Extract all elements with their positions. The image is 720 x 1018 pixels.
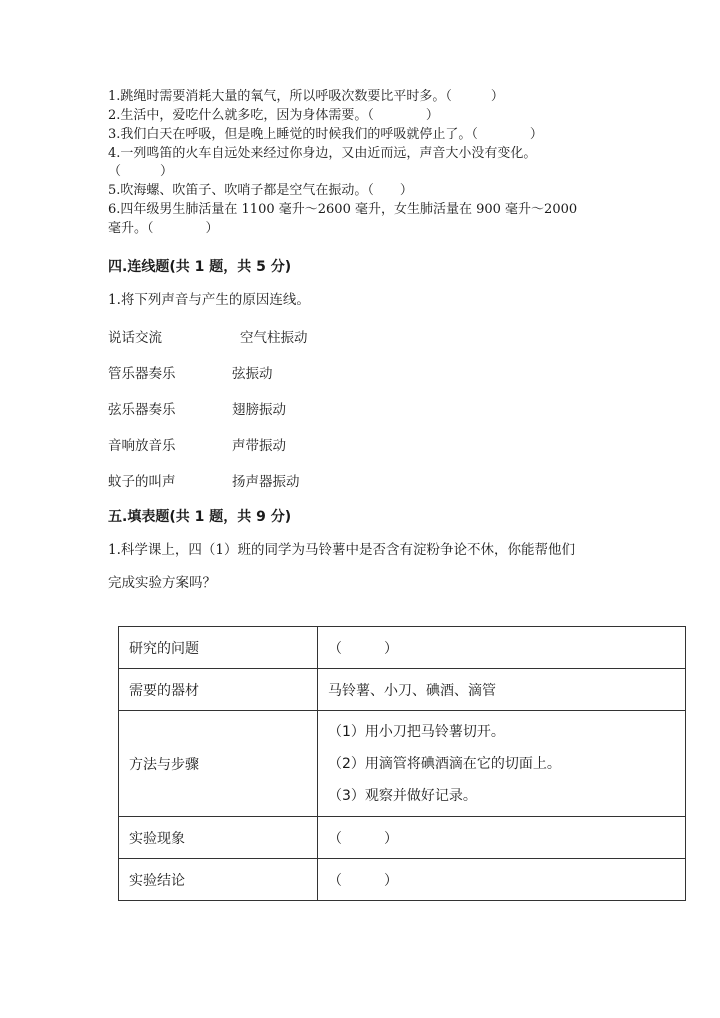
table-cell-blank[interactable]: （ ） [318,627,686,669]
match-right-item[interactable]: 翅膀振动 [232,402,286,418]
section-5-question-line2: 完成实验方案吗？ [108,575,216,591]
match-right-item[interactable]: 空气柱振动 [240,330,308,346]
tf-question-6-cont: 毫升。（ ） [108,221,219,236]
table-row [119,711,686,817]
section-5-question-line1: 1.科学课上，四（1）班的同学为马铃薯中是否含有淀粉争论不休，你能帮他们 [108,542,575,558]
match-left-item[interactable]: 说话交流 [108,330,162,346]
experiment-table [118,626,686,901]
tf-question-5: 5.吹海螺、吹笛子、吹哨子都是空气在振动。（ ） [108,183,413,198]
section-5-title: 五.填表题(共 1 题，共 9 分) [108,509,292,525]
match-left-item[interactable]: 音响放音乐 [108,438,176,454]
table-cell-label: 实验结论 [119,859,318,901]
step-item: （2）用滴管将碘酒滴在它的切面上。 [328,755,561,772]
match-right-item[interactable]: 声带振动 [232,438,286,454]
tf-question-4: 4.一列鸣笛的火车自远处来经过你身边，又由近而远，声音大小没有变化。 [108,146,537,161]
table-cell-label: 方法与步骤 [119,711,318,817]
table-cell-value: 马铃薯、小刀、碘酒、滴管 [318,669,686,711]
match-left-item[interactable]: 蚊子的叫声 [108,474,176,490]
match-left-item[interactable]: 管乐器奏乐 [108,366,176,382]
table-cell-blank[interactable]: （ ） [318,817,686,859]
table-cell-label: 实验现象 [119,817,318,859]
tf-question-3: 3.我们白天在呼吸，但是晚上睡觉的时候我们的呼吸就停止了。（ ） [108,127,543,142]
match-right-item[interactable]: 弦振动 [232,366,273,382]
table-row [119,627,686,669]
table-cell-label: 研究的问题 [119,627,318,669]
tf-question-6: 6.四年级男生肺活量在 1100 毫升～2600 毫升，女生肺活量在 900 毫升～2000 [108,202,578,217]
tf-question-4-blank: （ ） [108,164,174,179]
table-row [119,859,686,901]
section-4-question: 1.将下列声音与产生的原因连线。 [108,292,310,308]
step-item: （1）用小刀把马铃薯切开。 [328,723,505,740]
section-4-title: 四.连线题(共 1 题，共 5 分) [108,259,292,275]
table-cell-steps [318,711,686,817]
step-item: （3）观察并做好记录。 [328,787,477,804]
table-cell-label: 需要的器材 [119,669,318,711]
tf-question-1: 1.跳绳时需要消耗大量的氧气，所以呼吸次数要比平时多。（ ） [108,89,504,104]
table-row [119,817,686,859]
tf-question-2: 2.生活中，爱吃什么就多吃，因为身体需要。（ ） [108,108,439,123]
table-cell-blank[interactable]: （ ） [318,859,686,901]
table-row [119,669,686,711]
match-left-item[interactable]: 弦乐器奏乐 [108,402,176,418]
match-right-item[interactable]: 扬声器振动 [232,474,300,490]
